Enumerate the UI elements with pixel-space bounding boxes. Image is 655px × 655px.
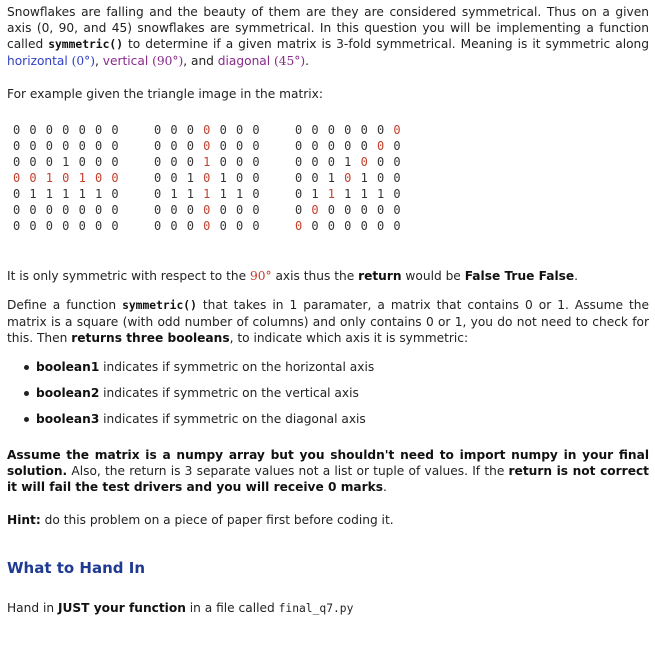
matrix-3 — [295, 122, 410, 234]
matrix-cell: 1 — [219, 171, 227, 185]
matrix-cell: 0 — [252, 155, 260, 169]
matrix-cell: 0 — [170, 123, 178, 137]
matrix-row — [13, 170, 128, 186]
matrix-cell: 0 — [186, 139, 195, 153]
matrix-cell: 0 — [235, 123, 244, 137]
matrix-cell: 0 — [29, 123, 37, 137]
matrix-row — [154, 170, 269, 186]
assume-paragraph: Assume the matrix is a numpy array but you shouldn't need to import numpy in your final solution. Also, the return is 3 separate values not a list or tuple of values. If the return is not correct it will fail the test drivers and you will receive 0 marks. — [7, 448, 650, 494]
matrix-cell: 0 — [203, 123, 211, 137]
matrix-cell: 0 — [360, 219, 368, 233]
matrix-cell: 0 — [393, 139, 401, 153]
matrix-cell: 0 — [13, 171, 21, 185]
matrix-row — [295, 186, 410, 202]
matrix-cell: 0 — [170, 219, 178, 233]
matrix-cell: 0 — [295, 123, 303, 137]
matrix-cell: 0 — [327, 155, 336, 169]
matrix-cell: 0 — [111, 203, 119, 217]
matrix-cell: 0 — [311, 123, 319, 137]
result-values: False True False — [464, 269, 575, 283]
matrix-cell: 1 — [376, 187, 385, 201]
matrix-2 — [154, 122, 269, 234]
matrix-cell: 0 — [203, 171, 211, 185]
matrix-cell: 0 — [45, 219, 54, 233]
vertical-angle: (90°) — [152, 54, 184, 68]
matrix-cell: 0 — [235, 171, 244, 185]
matrix-cell: 0 — [311, 219, 319, 233]
matrix-cell: 0 — [170, 139, 178, 153]
horizontal-term: horizontal — [7, 54, 68, 68]
matrix-cell: 0 — [186, 155, 195, 169]
matrix-cell: 0 — [78, 219, 86, 233]
matrix-cell: 0 — [360, 203, 368, 217]
matrix-row — [154, 122, 269, 138]
matrix-cell: 0 — [94, 203, 103, 217]
matrix-row — [13, 154, 128, 170]
matrix-cell: 0 — [154, 187, 162, 201]
matrix-cell: 1 — [344, 187, 352, 201]
matrix-cell: 0 — [154, 203, 162, 217]
matrix-cell: 1 — [311, 187, 319, 201]
matrix-cell: 1 — [360, 187, 368, 201]
matrix-cell: 0 — [111, 123, 119, 137]
matrix-cell: 0 — [252, 187, 260, 201]
list-item: boolean1 indicates if symmetric on the horizontal axis — [7, 359, 374, 385]
matrix-cell: 0 — [203, 219, 211, 233]
matrix-cell: 0 — [311, 139, 319, 153]
matrix-cell: 0 — [393, 171, 401, 185]
matrix-cell: 0 — [311, 171, 319, 185]
matrix-cell: 0 — [29, 139, 37, 153]
hand-in-heading: What to Hand In — [7, 559, 146, 577]
matrix-cell: 0 — [45, 203, 54, 217]
matrix-cell: 0 — [235, 219, 244, 233]
matrix-cell: 0 — [62, 219, 70, 233]
matrix-row — [154, 154, 269, 170]
matrix-cell: 0 — [62, 171, 70, 185]
matrix-cell: 0 — [393, 123, 401, 137]
matrix-cell: 0 — [219, 203, 227, 217]
matrix-cell: 0 — [154, 171, 162, 185]
result-angle: 90° — [249, 269, 272, 283]
matrix-1 — [13, 122, 128, 234]
matrix-cell: 0 — [62, 203, 70, 217]
matrix-cell: 1 — [45, 187, 54, 201]
matrix-cell: 0 — [170, 203, 178, 217]
matrix-cell: 0 — [376, 123, 385, 137]
matrix-cell: 0 — [393, 219, 401, 233]
example-label: For example given the triangle image in the matrix: — [7, 87, 323, 101]
matrix-cell: 0 — [45, 139, 54, 153]
matrix-cell: 0 — [344, 123, 352, 137]
result-sentence: It is only symmetric with respect to the 90° axis thus the return would be False True False. — [7, 269, 579, 283]
matrix-cell: 0 — [344, 219, 352, 233]
matrix-cell: 0 — [295, 171, 303, 185]
matrix-cell: 0 — [295, 219, 303, 233]
matrix-cell: 0 — [327, 139, 336, 153]
matrix-cell: 1 — [62, 187, 70, 201]
matrix-cell: 0 — [252, 203, 260, 217]
matrix-cell: 0 — [252, 139, 260, 153]
hint-paragraph: Hint: do this problem on a piece of paper first before coding it. — [7, 513, 394, 527]
matrix-cell: 0 — [360, 123, 368, 137]
matrix-cell: 0 — [78, 139, 86, 153]
matrix-cell: 1 — [186, 187, 195, 201]
matrix-row — [295, 138, 410, 154]
matrix-row — [295, 154, 410, 170]
matrix-cell: 0 — [111, 155, 119, 169]
intro-paragraph: Snowflakes are falling and the beauty of them are they are considered symmetrical. Thus on a given axis (0, 90, and 45) snowflakes are symmetrical. In this question you will be implementing a function called symmetric() to determine if a given matrix is 3-fold symmetrical. Meaning is it symmetric along horizontal (0°), vertical (90°), and diagonal (45°). — [7, 5, 649, 68]
matrix-cell: 1 — [327, 187, 336, 201]
matrix-cell: 0 — [62, 123, 70, 137]
matrix-row — [13, 122, 128, 138]
matrix-row — [13, 202, 128, 218]
matrix-cell: 0 — [393, 155, 401, 169]
matrix-cell: 0 — [45, 123, 54, 137]
matrix-cell: 0 — [13, 155, 21, 169]
matrix-cell: 0 — [376, 203, 385, 217]
function-name: symmetric() — [122, 299, 197, 312]
matrix-cell: 0 — [327, 203, 336, 217]
matrix-cell: 0 — [376, 219, 385, 233]
matrix-cell: 0 — [29, 219, 37, 233]
horizontal-angle: (0°) — [71, 54, 96, 68]
matrix-cell: 0 — [13, 139, 21, 153]
hint-label: Hint: — [7, 513, 41, 527]
matrix-cell: 0 — [45, 155, 54, 169]
matrix-cell: 0 — [235, 139, 244, 153]
matrix-cell: 0 — [13, 203, 21, 217]
matrix-cell: 1 — [29, 187, 37, 201]
return-word: return — [358, 269, 402, 283]
matrix-row — [295, 218, 410, 234]
matrix-cell: 0 — [203, 203, 211, 217]
matrix-cell: 0 — [376, 139, 385, 153]
example-matrices — [13, 122, 433, 247]
matrix-cell: 0 — [94, 139, 103, 153]
matrix-cell: 0 — [170, 155, 178, 169]
matrix-cell: 0 — [13, 123, 21, 137]
matrix-cell: 0 — [94, 219, 103, 233]
matrix-cell: 0 — [235, 155, 244, 169]
matrix-cell: 0 — [111, 139, 119, 153]
matrix-cell: 0 — [154, 123, 162, 137]
matrix-cell: 0 — [393, 203, 401, 217]
matrix-cell: 0 — [344, 139, 352, 153]
matrix-row — [154, 186, 269, 202]
matrix-cell: 1 — [203, 187, 211, 201]
matrix-cell: 0 — [29, 171, 37, 185]
matrix-cell: 1 — [45, 171, 54, 185]
matrix-cell: 0 — [111, 219, 119, 233]
matrix-cell: 1 — [203, 155, 211, 169]
matrix-row — [295, 170, 410, 186]
matrix-cell: 1 — [327, 171, 336, 185]
matrix-cell: 0 — [94, 171, 103, 185]
matrix-cell: 0 — [219, 123, 227, 137]
matrix-cell: 0 — [13, 187, 21, 201]
boolean-list — [7, 359, 374, 437]
matrix-row — [295, 122, 410, 138]
matrix-cell: 0 — [13, 219, 21, 233]
matrix-cell: 0 — [327, 219, 336, 233]
matrix-row — [13, 186, 128, 202]
matrix-cell: 1 — [186, 171, 195, 185]
matrix-cell: 0 — [62, 139, 70, 153]
list-item: boolean2 indicates if symmetric on the vertical axis — [7, 385, 374, 411]
matrix-cell: 1 — [219, 187, 227, 201]
matrix-row — [13, 218, 128, 234]
matrix-cell: 0 — [94, 123, 103, 137]
define-paragraph: Define a function symmetric() that takes in 1 paramater, a matrix that contains 0 or 1. Assume the matrix is a square (with odd number of columns) and only contains 0 or 1, you do not need to check for this. Then returns three booleans, to indicate which axis it is symmetric: — [7, 298, 649, 345]
matrix-cell: 0 — [327, 123, 336, 137]
matrix-cell: 0 — [154, 219, 162, 233]
hand-in-paragraph: Hand in JUST your function in a file called final_q7.py — [7, 601, 354, 615]
matrix-cell: 0 — [252, 219, 260, 233]
matrix-cell: 0 — [154, 155, 162, 169]
matrix-row — [154, 138, 269, 154]
matrix-cell: 0 — [295, 187, 303, 201]
matrix-row — [295, 202, 410, 218]
vertical-term: vertical — [102, 54, 149, 68]
matrix-cell: 0 — [111, 171, 119, 185]
matrix-cell: 1 — [360, 171, 368, 185]
matrix-cell: 0 — [219, 155, 227, 169]
matrix-cell: 0 — [219, 219, 227, 233]
matrix-cell: 0 — [29, 203, 37, 217]
matrix-row — [13, 138, 128, 154]
matrix-cell: 0 — [344, 203, 352, 217]
matrix-cell: 1 — [78, 171, 86, 185]
matrix-cell: 1 — [235, 187, 244, 201]
matrix-cell: 0 — [154, 139, 162, 153]
matrix-cell: 0 — [186, 203, 195, 217]
matrix-cell: 0 — [295, 155, 303, 169]
matrix-cell: 0 — [78, 203, 86, 217]
matrix-cell: 0 — [170, 171, 178, 185]
matrix-cell: 0 — [344, 171, 352, 185]
matrix-cell: 1 — [344, 155, 352, 169]
returns-three-booleans: returns three booleans — [71, 331, 230, 345]
matrix-row — [154, 202, 269, 218]
matrix-cell: 1 — [94, 187, 103, 201]
matrix-cell: 0 — [295, 203, 303, 217]
matrix-cell: 0 — [376, 171, 385, 185]
function-name: symmetric() — [48, 38, 124, 51]
matrix-cell: 1 — [170, 187, 178, 201]
matrix-cell: 0 — [311, 155, 319, 169]
matrix-cell: 0 — [311, 203, 319, 217]
matrix-cell: 0 — [360, 155, 368, 169]
matrix-cell: 1 — [62, 155, 70, 169]
matrix-cell: 1 — [78, 187, 86, 201]
matrix-cell: 0 — [94, 155, 103, 169]
matrix-row — [154, 218, 269, 234]
diagonal-angle: (45°) — [274, 54, 306, 68]
matrix-cell: 0 — [252, 171, 260, 185]
matrix-cell: 0 — [111, 187, 119, 201]
matrix-cell: 0 — [219, 139, 227, 153]
matrix-cell: 0 — [393, 187, 401, 201]
matrix-cell: 0 — [376, 155, 385, 169]
matrix-cell: 0 — [29, 155, 37, 169]
matrix-cell: 0 — [252, 123, 260, 137]
matrix-cell: 0 — [186, 123, 195, 137]
matrix-cell: 0 — [295, 139, 303, 153]
matrix-cell: 0 — [78, 155, 86, 169]
list-item: boolean3 indicates if symmetric on the diagonal axis — [7, 411, 374, 437]
matrix-cell: 0 — [360, 139, 368, 153]
file-name: final_q7.py — [278, 602, 354, 615]
matrix-cell: 0 — [235, 203, 244, 217]
matrix-cell: 0 — [186, 219, 195, 233]
matrix-cell: 0 — [203, 139, 211, 153]
matrix-cell: 0 — [78, 123, 86, 137]
diagonal-term: diagonal — [217, 54, 271, 68]
